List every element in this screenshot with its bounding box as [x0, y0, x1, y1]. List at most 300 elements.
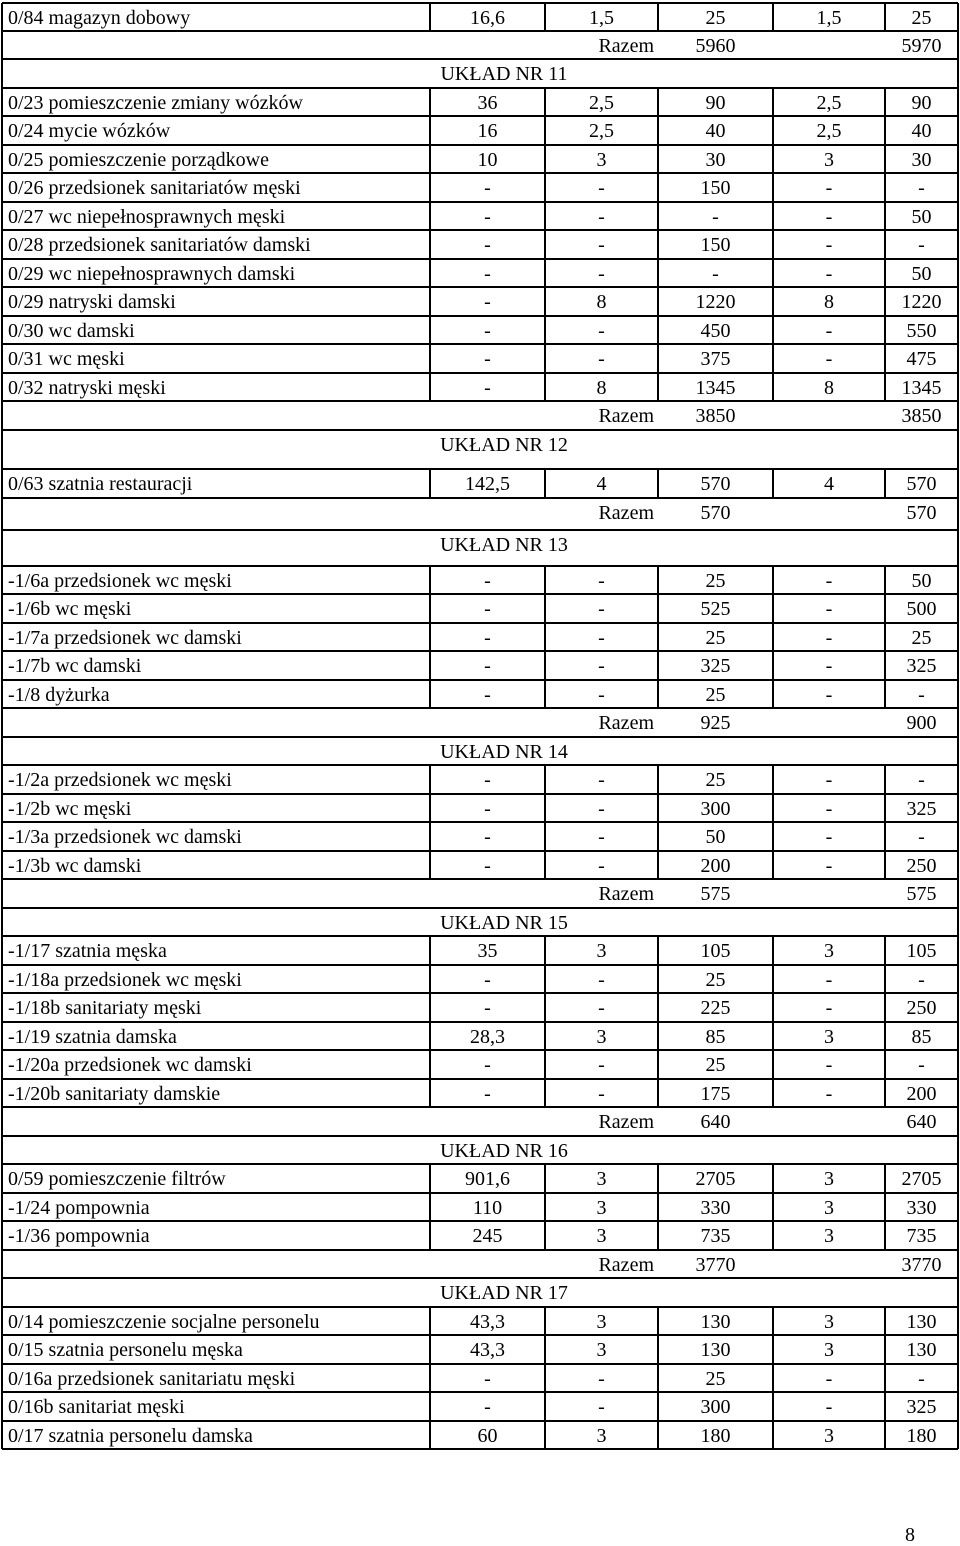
table-column-rule — [429, 173, 431, 202]
value-cell: 330 — [906, 1197, 937, 1219]
table-row — [0, 173, 960, 201]
table-column-rule — [657, 680, 659, 708]
table-row — [0, 794, 960, 822]
table-column-rule — [884, 88, 886, 116]
table-column-rule — [772, 1421, 774, 1449]
table-column-rule — [544, 594, 546, 623]
section-header-row — [0, 530, 960, 558]
value-cell: - — [825, 627, 833, 649]
value-cell: - — [484, 206, 491, 228]
value-cell: 901,6 — [465, 1168, 510, 1190]
value-cell: - — [825, 263, 833, 285]
table-column-rule — [429, 202, 431, 230]
room-name-cell: -1/18b sanitariaty męski — [8, 997, 202, 1019]
table-row — [0, 1392, 960, 1420]
value-cell: - — [484, 655, 491, 677]
table-column-rule — [772, 1050, 774, 1079]
table-column-rule — [544, 316, 546, 344]
table-rule — [2, 1249, 958, 1251]
value-cell: 300 — [700, 1396, 731, 1418]
value-cell: 475 — [906, 348, 937, 370]
table-row — [0, 1193, 960, 1221]
table-column-rule — [884, 3, 886, 31]
value-cell: - — [598, 348, 605, 370]
table-column-rule — [429, 116, 431, 145]
value-cell: - — [918, 234, 925, 256]
section-header-row — [0, 1278, 960, 1306]
value-cell: 40 — [705, 120, 726, 142]
table-row — [0, 623, 960, 651]
table-column-rule — [772, 1079, 774, 1107]
value-cell: - — [598, 655, 605, 677]
table-column-rule — [429, 680, 431, 708]
table-row — [0, 1335, 960, 1363]
value-cell: 85 — [911, 1026, 932, 1048]
table-rule — [2, 468, 958, 470]
table-rule — [2, 1363, 958, 1365]
table-rule — [2, 1220, 958, 1222]
table-column-rule — [772, 3, 774, 31]
table-column-rule — [657, 173, 659, 202]
value-cell: - — [825, 177, 833, 199]
table-column-rule — [657, 1364, 659, 1392]
table-column-rule — [544, 230, 546, 259]
table-column-rule — [657, 373, 659, 401]
value-cell: - — [918, 684, 925, 706]
table-column-rule — [429, 1193, 431, 1221]
table-rule — [2, 1334, 958, 1336]
value-cell: 10 — [477, 149, 498, 171]
value-cell: 3 — [596, 1425, 607, 1447]
table-column-rule — [884, 1022, 886, 1050]
value-cell: - — [598, 1396, 605, 1418]
table-column-rule — [429, 1335, 431, 1364]
value-cell: - — [484, 291, 491, 313]
value-cell: - — [825, 1083, 833, 1105]
value-cell: 3 — [596, 1168, 607, 1190]
table-column-rule — [772, 259, 774, 287]
value-cell: 36 — [477, 92, 498, 114]
subtotal-exhaust-value: 570 — [906, 502, 937, 524]
room-name-cell: 0/27 wc niepełnosprawnych męski — [8, 206, 286, 228]
table-column-rule — [884, 965, 886, 993]
table-column-rule — [884, 469, 886, 498]
room-name-cell: 0/30 wc damski — [8, 320, 135, 342]
value-cell: 325 — [906, 655, 937, 677]
value-cell: - — [825, 206, 833, 228]
value-cell: 25 — [705, 969, 726, 991]
section-title: UKŁAD NR 17 — [440, 1282, 568, 1304]
subtotal-exhaust-value: 640 — [906, 1111, 937, 1133]
value-cell: 90 — [705, 92, 726, 114]
value-cell: 570 — [700, 473, 731, 495]
table-column-rule — [544, 373, 546, 401]
table-row — [0, 230, 960, 258]
value-cell: 330 — [700, 1197, 731, 1219]
table-column-rule — [429, 1022, 431, 1050]
table-column-rule — [429, 1164, 431, 1193]
value-cell: 1,5 — [816, 7, 842, 29]
value-cell: - — [484, 263, 491, 285]
value-cell: - — [598, 1054, 605, 1076]
room-name-cell: 0/63 szatnia restauracji — [8, 473, 193, 495]
room-name-cell: -1/6b wc męski — [8, 598, 132, 620]
table-rule — [2, 1106, 958, 1108]
table-column-rule — [429, 1050, 431, 1079]
section-title: UKŁAD NR 14 — [440, 741, 568, 763]
table-column-rule — [544, 344, 546, 373]
value-cell: 25 — [705, 627, 726, 649]
table-row — [0, 373, 960, 401]
value-cell: 200 — [700, 855, 731, 877]
subtotal-exhaust-value: 900 — [906, 712, 937, 734]
value-cell: 85 — [705, 1026, 726, 1048]
table-rule — [2, 935, 958, 937]
table-column-rule — [884, 344, 886, 373]
value-cell: 16 — [477, 120, 498, 142]
value-cell: 130 — [906, 1339, 937, 1361]
value-cell: 25 — [705, 7, 726, 29]
value-cell: 105 — [906, 940, 937, 962]
value-cell: 105 — [700, 940, 731, 962]
table-column-rule — [884, 1335, 886, 1364]
table-row — [0, 469, 960, 497]
table-column-rule — [429, 287, 431, 316]
table-column-rule — [429, 794, 431, 822]
value-cell: - — [918, 826, 925, 848]
value-cell: 25 — [911, 7, 932, 29]
table-rule — [2, 58, 958, 60]
value-cell: 43,3 — [470, 1339, 505, 1361]
table-column-rule — [544, 936, 546, 965]
table-rule — [2, 400, 958, 402]
subtotal-exhaust-value: 3770 — [901, 1254, 942, 1276]
table-column-rule — [772, 623, 774, 651]
value-cell: 50 — [911, 206, 932, 228]
room-name-cell: 0/25 pomieszczenie porządkowe — [8, 149, 270, 171]
table-column-rule — [884, 1050, 886, 1079]
value-cell: 25 — [705, 1054, 726, 1076]
table-column-rule — [772, 373, 774, 401]
table-column-rule — [544, 651, 546, 680]
table-column-rule — [772, 566, 774, 594]
value-cell: - — [598, 234, 605, 256]
value-cell: 200 — [906, 1083, 937, 1105]
room-name-cell: -1/2b wc męski — [8, 798, 132, 820]
table-row — [0, 287, 960, 315]
room-name-cell: 0/15 szatnia personelu męska — [8, 1339, 243, 1361]
value-cell: 325 — [700, 655, 731, 677]
value-cell: 180 — [700, 1425, 731, 1447]
value-cell: - — [484, 997, 491, 1019]
table-column-rule — [884, 287, 886, 316]
value-cell: 3 — [824, 1339, 834, 1361]
table-column-rule — [429, 594, 431, 623]
table-column-rule — [657, 1335, 659, 1364]
table-column-rule — [429, 1421, 431, 1449]
value-cell: - — [825, 1054, 833, 1076]
subtotal-supply-value: 575 — [700, 883, 731, 905]
room-name-cell: -1/19 szatnia damska — [8, 1026, 177, 1048]
value-cell: - — [598, 570, 605, 592]
table-column-rule — [772, 1307, 774, 1335]
value-cell: - — [825, 997, 833, 1019]
value-cell: 250 — [906, 997, 937, 1019]
table-rule — [2, 1049, 958, 1051]
value-cell: 43,3 — [470, 1311, 505, 1333]
value-cell: 500 — [906, 598, 937, 620]
table-column-rule — [544, 794, 546, 822]
table-column-rule — [657, 651, 659, 680]
table-row — [0, 566, 960, 594]
value-cell: 375 — [700, 348, 731, 370]
table-column-rule — [772, 116, 774, 145]
table-column-rule — [884, 680, 886, 708]
value-cell: - — [598, 1368, 605, 1390]
table-row — [0, 202, 960, 230]
table-rule — [2, 343, 958, 345]
room-name-cell: 0/31 wc męski — [8, 348, 125, 370]
table-row — [0, 1307, 960, 1335]
room-name-cell: -1/3a przedsionek wc damski — [8, 826, 242, 848]
table-column-rule — [429, 965, 431, 993]
table-column-rule — [772, 594, 774, 623]
table-column-rule — [884, 1421, 886, 1449]
table-rule — [2, 201, 958, 203]
room-name-cell: -1/6a przedsionek wc męski — [8, 570, 232, 592]
table-column-rule — [544, 145, 546, 173]
value-cell: 2,5 — [589, 120, 614, 142]
table-column-rule — [429, 1364, 431, 1392]
table-column-rule — [429, 3, 431, 31]
table-column-rule — [657, 316, 659, 344]
value-cell: 250 — [906, 855, 937, 877]
table-rule — [2, 286, 958, 288]
room-name-cell: 0/29 wc niepełnosprawnych damski — [8, 263, 296, 285]
value-cell: 30 — [705, 149, 726, 171]
table-rule — [2, 30, 958, 32]
table-column-rule — [429, 1392, 431, 1421]
room-name-cell: -1/20a przedsionek wc damski — [8, 1054, 252, 1076]
value-cell: 150 — [700, 234, 731, 256]
table-row — [0, 1221, 960, 1249]
table-column-rule — [884, 851, 886, 879]
subtotal-label: Razem — [598, 35, 654, 57]
table-column-rule — [772, 1221, 774, 1250]
value-cell: 150 — [700, 177, 731, 199]
value-cell: - — [484, 1396, 491, 1418]
table-column-rule — [544, 202, 546, 230]
value-cell: 3 — [824, 1311, 834, 1333]
page-number: 8 — [905, 1524, 915, 1546]
value-cell: - — [598, 263, 605, 285]
table-column-rule — [657, 1050, 659, 1079]
table-column-rule — [657, 765, 659, 794]
value-cell: - — [712, 263, 719, 285]
value-cell: 300 — [700, 798, 731, 820]
table-rule — [2, 907, 958, 909]
subtotal-supply-value: 3770 — [695, 1254, 736, 1276]
table-rule — [2, 144, 958, 146]
value-cell: 3 — [596, 1197, 607, 1219]
value-cell: 35 — [477, 940, 498, 962]
subtotal-supply-value: 640 — [700, 1111, 731, 1133]
table-column-rule — [772, 794, 774, 822]
subtotal-row — [0, 879, 960, 907]
table-column-rule — [544, 287, 546, 316]
value-cell: - — [825, 798, 833, 820]
table-row — [0, 594, 960, 622]
subtotal-label: Razem — [598, 1254, 654, 1276]
value-cell: - — [598, 826, 605, 848]
table-rule — [2, 258, 958, 260]
table-column-rule — [429, 993, 431, 1022]
subtotal-row — [0, 1107, 960, 1135]
table-column-rule — [657, 1307, 659, 1335]
value-cell: 550 — [906, 320, 937, 342]
table-column-rule — [544, 993, 546, 1022]
room-name-cell: -1/18a przedsionek wc męski — [8, 969, 242, 991]
value-cell: 4 — [596, 473, 607, 495]
value-cell: 2,5 — [816, 92, 842, 114]
value-cell: 225 — [700, 997, 731, 1019]
value-cell: 1,5 — [589, 7, 614, 29]
table-column-rule — [429, 1307, 431, 1335]
value-cell: - — [484, 855, 491, 877]
table-column-rule — [429, 88, 431, 116]
table-column-rule — [429, 373, 431, 401]
value-cell: - — [484, 769, 491, 791]
subtotal-exhaust-value: 3850 — [901, 405, 942, 427]
table-column-rule — [957, 3, 959, 1449]
value-cell: 60 — [477, 1425, 498, 1447]
value-cell: 525 — [700, 598, 731, 620]
value-cell: - — [598, 320, 605, 342]
table-rule — [2, 793, 958, 795]
value-cell: 1220 — [695, 291, 736, 313]
value-cell: - — [484, 684, 491, 706]
value-cell: 3 — [824, 149, 834, 171]
table-column-rule — [544, 1079, 546, 1107]
value-cell: 25 — [705, 684, 726, 706]
table-row — [0, 1164, 960, 1192]
value-cell: - — [825, 598, 833, 620]
table-rule — [2, 1135, 958, 1137]
table-column-rule — [884, 173, 886, 202]
subtotal-row — [0, 708, 960, 736]
table-column-rule — [884, 1193, 886, 1221]
subtotal-row — [0, 401, 960, 429]
table-column-rule — [544, 822, 546, 851]
room-name-cell: 0/32 natryski męski — [8, 377, 166, 399]
table-column-rule — [657, 623, 659, 651]
table-rule — [2, 315, 958, 317]
table-column-rule — [657, 1221, 659, 1250]
table-column-rule — [884, 230, 886, 259]
value-cell: - — [484, 826, 491, 848]
value-cell: - — [484, 234, 491, 256]
subtotal-label: Razem — [598, 1111, 654, 1133]
table-column-rule — [657, 88, 659, 116]
table-rule — [2, 87, 958, 89]
table-column-rule — [657, 1392, 659, 1421]
table-row — [0, 822, 960, 850]
table-rule — [2, 1277, 958, 1279]
table-column-rule — [657, 566, 659, 594]
value-cell: 325 — [906, 798, 937, 820]
value-cell: 2,5 — [589, 92, 614, 114]
table-column-rule — [544, 1022, 546, 1050]
room-name-cell: -1/17 szatnia męska — [8, 940, 167, 962]
value-cell: 8 — [596, 291, 607, 313]
table-column-rule — [884, 316, 886, 344]
table-rule — [2, 1192, 958, 1194]
value-cell: - — [598, 969, 605, 991]
room-name-cell: -1/20b sanitariaty damskie — [8, 1083, 221, 1105]
table-column-rule — [657, 965, 659, 993]
table-column-rule — [544, 965, 546, 993]
table-column-rule — [884, 116, 886, 145]
value-cell: - — [598, 997, 605, 1019]
subtotal-label: Razem — [598, 502, 654, 524]
value-cell: - — [825, 1368, 833, 1390]
table-row — [0, 259, 960, 287]
table-column-rule — [772, 822, 774, 851]
table-row — [0, 965, 960, 993]
section-header-row — [0, 59, 960, 87]
value-cell: 735 — [700, 1225, 731, 1247]
table-column-rule — [884, 1164, 886, 1193]
table-column-rule — [657, 287, 659, 316]
value-cell: - — [825, 348, 833, 370]
table-row — [0, 1364, 960, 1392]
table-column-rule — [429, 936, 431, 965]
value-cell: 3 — [596, 1225, 607, 1247]
value-cell: 3 — [596, 1026, 607, 1048]
value-cell: 50 — [911, 263, 932, 285]
value-cell: - — [484, 177, 491, 199]
table-column-rule — [429, 469, 431, 498]
table-column-rule — [772, 88, 774, 116]
table-column-rule — [544, 1221, 546, 1250]
table-rule — [2, 964, 958, 966]
table-column-rule — [772, 469, 774, 498]
section-header-row — [0, 737, 960, 765]
table-column-rule — [429, 765, 431, 794]
table-column-rule — [544, 1164, 546, 1193]
table-row — [0, 116, 960, 144]
table-column-rule — [772, 1022, 774, 1050]
table-rule — [2, 878, 958, 880]
table-column-rule — [429, 851, 431, 879]
table-column-rule — [657, 344, 659, 373]
table-rule — [2, 850, 958, 852]
section-header-row — [0, 1136, 960, 1164]
value-cell: 8 — [824, 377, 834, 399]
table-rule — [2, 1306, 958, 1308]
table-column-rule — [772, 316, 774, 344]
value-cell: - — [598, 855, 605, 877]
table-column-rule — [657, 594, 659, 623]
value-cell: - — [918, 1054, 925, 1076]
subtotal-label: Razem — [598, 712, 654, 734]
section-title: UKŁAD NR 11 — [440, 63, 568, 85]
value-cell: 130 — [700, 1311, 731, 1333]
section-header-row — [0, 908, 960, 936]
table-row — [0, 851, 960, 879]
table-rule — [2, 1163, 958, 1165]
table-column-rule — [544, 566, 546, 594]
